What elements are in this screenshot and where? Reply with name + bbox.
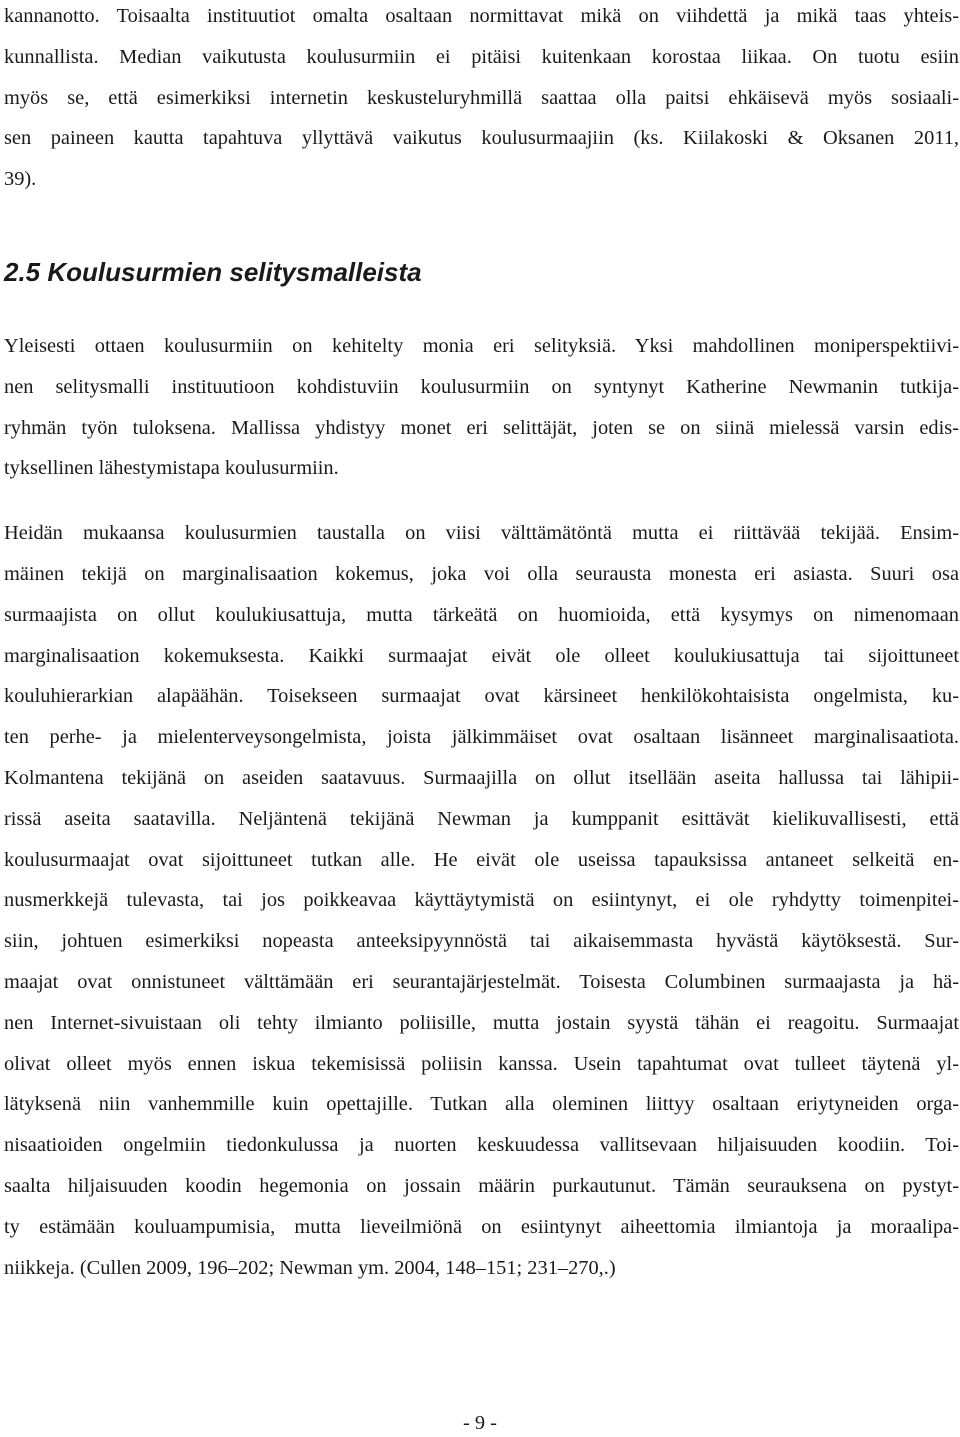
text-line: niikkeja. (Cullen 2009, 196–202; Newman ym. 2004, 148–151; 231–270,.) xyxy=(4,1256,616,1279)
text-line: saalta hiljaisuuden koodin hegemonia on jossain määrin purkautunut. Tämän seurauksena on pystyt- xyxy=(4,1174,959,1197)
text-line: nusmerkkejä tulevasta, tai jos poikkeavaa käyttäytymistä on esiintynyt, ei ole ryhdytty toimenpitei- xyxy=(4,889,959,912)
text-line: sen paineen kautta tapahtuva yllyttävä vaikutus koulusurmaajiin (ks. Kiilakoski & Oksanen 2011, xyxy=(4,127,959,150)
text-line: myös se, että esimerkiksi internetin keskusteluryhmillä saattaa olla paitsi ehkäisevä myös sosiaali- xyxy=(4,86,959,109)
text-line: siin, johtuen esimerkiksi nopeasta anteeksipyynnöstä tai aikaisemmasta hyvästä käytöksestä. Sur- xyxy=(4,930,959,953)
text-line: Kolmantena tekijänä on aseiden saatavuus. Surmaajilla on ollut itsellään aseita hallussa tai lähipii- xyxy=(4,766,959,789)
text-line: tyksellinen lähestymistapa koulusurmiin. xyxy=(4,457,339,480)
text-line: nen Internet-sivuistaan oli tehty ilmianto poliisille, mutta jostain syystä tähän ei reagoitu. Surmaajat xyxy=(4,1011,959,1034)
text-line: olivat olleet myös ennen iskua tekemisissä poliisin kanssa. Usein tapahtumat ovat tulleet täytenä yl- xyxy=(4,1052,959,1075)
intro-paragraph xyxy=(4,0,959,200)
text-line: Yleisesti ottaen koulusurmiin on kehitelty monia eri selityksiä. Yksi mahdollinen moniperspektiivi- xyxy=(4,334,959,357)
text-line: marginalisaation kokemuksesta. Kaikki surmaajat eivät ole olleet koulukiusattuja tai sijoittuneet xyxy=(4,644,959,667)
text-line: surmaajista on ollut koulukiusattuja, mutta tärkeätä on huomioida, että kysymys on nimenomaan xyxy=(4,603,959,626)
text-line: kannanotto. Toisaalta instituutiot omalta osaltaan normittavat mikä on viihdettä ja mikä taas yhteis- xyxy=(4,5,959,27)
text-line: ryhmän työn tuloksena. Mallissa yhdistyy monet eri selittäjät, joten se on siinä mielessä varsin edis- xyxy=(4,416,959,439)
text-line: nen selitysmalli instituutioon kohdistuviin koulusurmiin on syntynyt Katherine Newmanin tutkija- xyxy=(4,375,959,398)
paragraph-tekijat xyxy=(4,513,959,1288)
text-line: rissä aseita saatavilla. Neljäntenä tekijänä Newman ja kumppanit esittävät kielikuvallisesti, että xyxy=(4,807,959,830)
text-line: kouluhierarkian alapäähän. Toisekseen surmaajat ovat kärsineet henkilökohtaisista ongelmista, ku- xyxy=(4,685,959,708)
paragraph-selitysmalli xyxy=(4,326,959,489)
section-heading: 2.5 Koulusurmien selitysmalleista xyxy=(4,256,422,287)
document-page xyxy=(4,0,959,1288)
text-line: koulusurmaajat ovat sijoittuneet tutkan alle. He eivät ole useissa tapauksissa antaneet selkeitä en- xyxy=(4,848,959,871)
text-line: 39). xyxy=(4,168,37,191)
text-line: Heidän mukaansa koulusurmien taustalla on viisi välttämätöntä mutta ei riittävää tekijää. Ensim- xyxy=(4,522,959,545)
text-line: kunnallista. Median vaikutusta koulusurmiin ei pitäisi kuitenkaan korostaa liikaa. On tuotu esiin xyxy=(4,45,959,68)
text-line: nisaatioiden ongelmiin tiedonkulussa ja nuorten keskuudessa vallitsevaan hiljaisuuden koodiin. Toi- xyxy=(4,1134,959,1157)
text-line: mäinen tekijä on marginalisaation kokemus, joka voi olla seurausta monesta eri asiasta. Suuri osa xyxy=(4,562,959,585)
page-number: - 9 - xyxy=(463,1412,497,1434)
text-line: lätyksenä niin vanhemmille kuin opettajille. Tutkan alla oleminen liittyy osaltaan eriytyneiden orga- xyxy=(4,1093,959,1116)
text-line: maajat ovat onnistuneet välttämään eri seurantajärjestelmät. Toisesta Columbinen surmaajasta ja hä- xyxy=(4,970,959,993)
text-line: ty estämään kouluampumisia, mutta lieveilmiönä on esiintynyt aiheettomia ilmiantoja ja moraalipa- xyxy=(4,1215,959,1238)
text-line: ten perhe- ja mielenterveysongelmista, joista jälkimmäiset ovat osaltaan lisänneet marginalisaatiota. xyxy=(4,726,959,749)
